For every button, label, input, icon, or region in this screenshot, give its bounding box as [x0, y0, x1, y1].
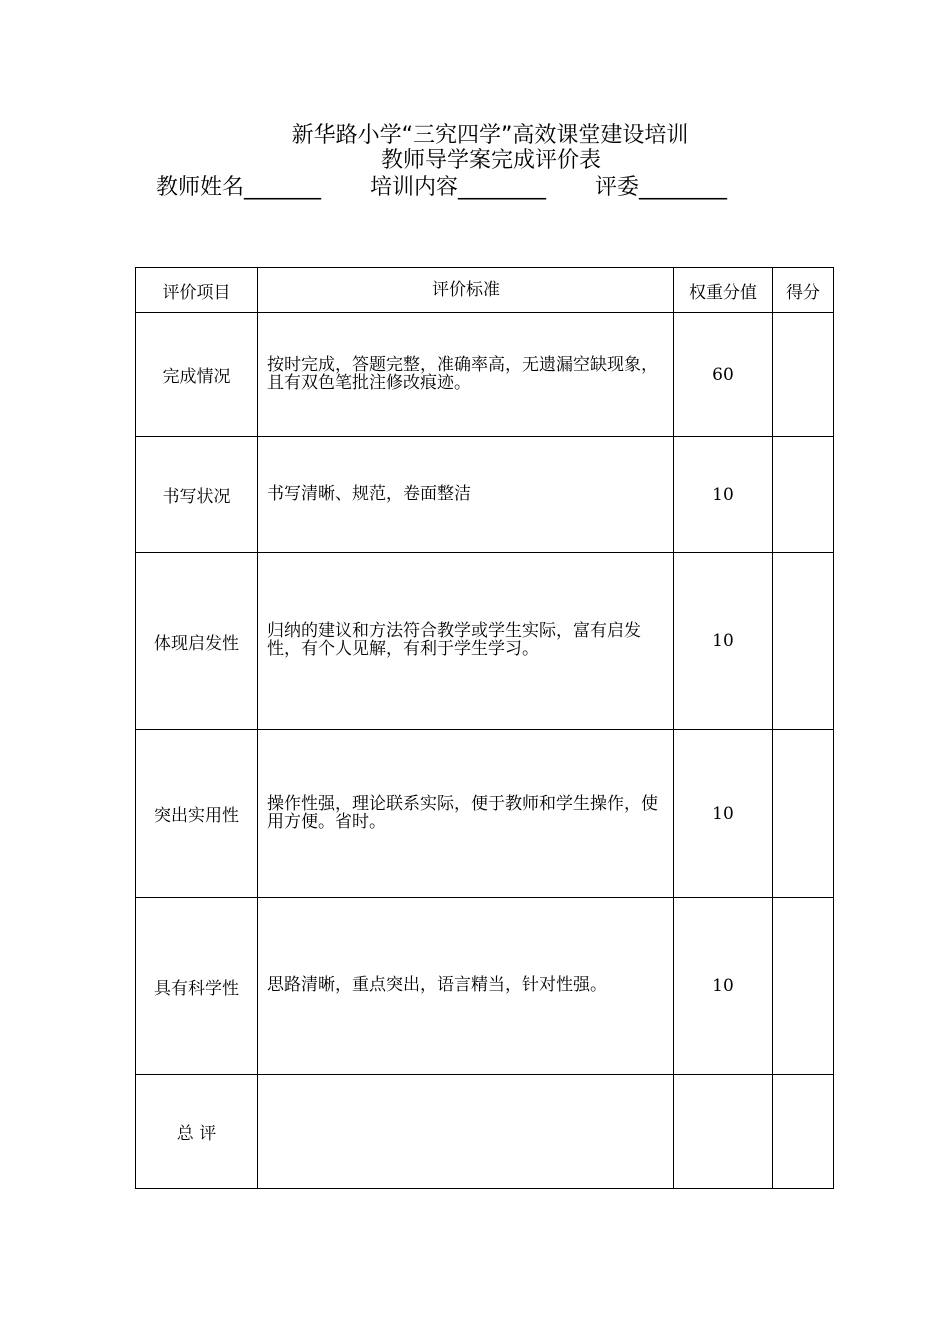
row-weight: 60	[674, 313, 773, 437]
row-criteria-text: 书写清晰、规范，卷面整洁	[267, 483, 471, 504]
info-line	[156, 174, 727, 202]
table-row	[136, 437, 834, 553]
row-criteria	[258, 437, 674, 553]
row-criteria-text: 按时完成，答题完整，准确率高，无遗漏空缺现象，且有双色笔批注修改痕迹。	[267, 354, 658, 393]
row-criteria	[258, 730, 674, 898]
header-score: 得分	[773, 268, 834, 313]
row-item: 具有科学性	[136, 898, 258, 1075]
summary-score[interactable]	[773, 1075, 834, 1189]
document-subtitle: 教师导学案完成评价表	[380, 148, 601, 173]
row-score[interactable]	[773, 553, 834, 730]
row-weight: 10	[674, 553, 773, 730]
table-row	[136, 730, 834, 898]
summary-criteria[interactable]	[258, 1075, 674, 1189]
row-item: 书写状况	[136, 437, 258, 553]
row-item: 体现启发性	[136, 553, 258, 730]
judge-blank[interactable]: ________	[638, 175, 727, 200]
table-row	[136, 553, 834, 730]
teacher-name-blank[interactable]: _______	[244, 175, 322, 200]
table-summary-row	[136, 1075, 834, 1189]
row-criteria	[258, 898, 674, 1075]
row-weight: 10	[674, 898, 773, 1075]
row-weight: 10	[674, 730, 773, 898]
header-criteria: 评价标准	[258, 268, 674, 313]
summary-weight[interactable]	[674, 1075, 773, 1189]
training-content-blank[interactable]: ________	[457, 175, 546, 200]
row-score[interactable]	[773, 437, 834, 553]
document-title: 新华路小学“三究四学”高效课堂建设培训	[291, 123, 689, 148]
header-weight: 权重分值	[674, 268, 773, 313]
row-criteria-text: 操作性强，理论联系实际，便于教师和学生操作，使用方便。省时。	[267, 793, 658, 832]
training-content-label: 培训内容	[369, 175, 458, 200]
row-weight: 10	[674, 437, 773, 553]
row-criteria-text: 归纳的建议和方法符合教学或学生实际，富有启发性，有个人见解，有利于学生学习。	[267, 621, 641, 659]
row-score[interactable]	[773, 898, 834, 1075]
table-row	[136, 313, 834, 437]
row-score[interactable]	[773, 313, 834, 437]
table-header-row	[136, 268, 834, 313]
row-item: 完成情况	[136, 313, 258, 437]
evaluation-table	[135, 267, 834, 1189]
row-item: 突出实用性	[136, 730, 258, 898]
row-criteria-text: 思路清晰，重点突出，语言精当，针对性强。	[267, 975, 607, 995]
header-item: 评价项目	[136, 268, 258, 313]
row-score[interactable]	[773, 730, 834, 898]
row-criteria	[258, 553, 674, 730]
summary-item: 总 评	[136, 1075, 258, 1189]
row-criteria	[258, 313, 674, 437]
teacher-name-label: 教师姓名	[156, 175, 245, 200]
judge-label: 评委	[594, 175, 639, 200]
table-row	[136, 898, 834, 1075]
